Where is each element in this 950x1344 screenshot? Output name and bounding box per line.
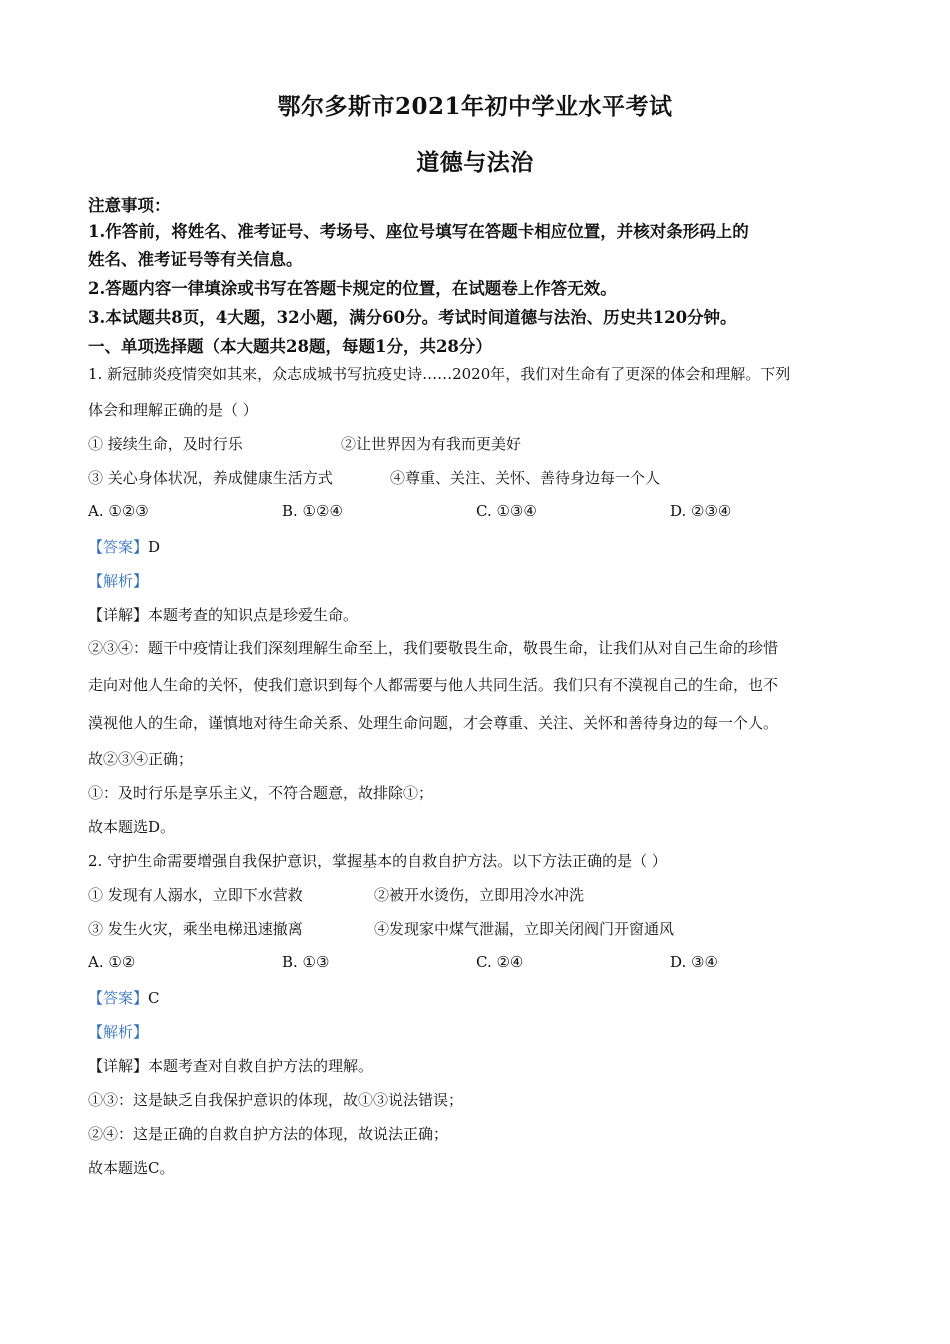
q1-statement-1: ① 接续生命，及时行乐 [88,435,243,453]
q1-option-c: C. ①③④ [476,502,537,520]
q2-option-d: D. ③④ [670,953,718,971]
q1-option-a: A. ①②③ [88,502,149,520]
subject-title: 道德与法治 [416,149,534,176]
q1-statement-4: ④尊重、关注、关怀、善待身边每一个人 [390,469,661,487]
answer-value: D [148,538,161,556]
q1-stem-line: 体会和理解正确的是（ ） [88,401,258,419]
q1-statement-2: ②让世界因为有我而更美好 [341,435,522,453]
q2-statement-2: ②被开水烫伤，立即用冷水冲洗 [374,886,585,904]
q2-option-b: B. ①③ [282,953,330,971]
q2-statement-4: ④发现家中煤气泄漏，立即关闭阀门开窗通风 [374,920,675,938]
q1-conclusion: 故本题选D。 [88,818,176,836]
q1-explanation-line: ①：及时行乐是享乐主义，不符合题意，故排除①； [88,784,434,802]
q1-detail: 【详解】本题考查的知识点是珍爱生命。 [88,606,359,624]
q1-stem-line: 1. 新冠肺炎疫情突如其来，众志成城书写抗疫史诗……2020年，我们对生命有了更深的体会和理解。下列 [88,365,791,383]
exam-title: 鄂尔多斯市2021年初中学业水平考试 [277,93,673,120]
q2-detail: 【详解】本题考查对自救自护方法的理解。 [88,1057,374,1075]
notice-item: 姓名、准考证号等有关信息。 [88,250,303,269]
q2-explanation-line: ②④：这是正确的自救自护方法的体现，故说法正确； [88,1125,449,1143]
q2-option-a: A. ①② [88,953,136,971]
q2-statement-1: ① 发现有人溺水，立即下水营救 [88,886,303,904]
q1-statement-3: ③ 关心身体状况，养成健康生活方式 [88,469,333,487]
answer-value: C [148,989,160,1007]
q2-statement-3: ③ 发生火灾，乘坐电梯迅速撤离 [88,920,303,938]
notice-item: 1.作答前，将姓名、准考证号、考场号、座位号填写在答题卡相应位置，并核对条形码上的 [88,222,749,241]
section-heading: 一、单项选择题（本大题共28题，每题1分，共28分） [88,337,492,356]
q1-explanation-line: 走向对他人生命的关怀，使我们意识到每个人都需要与他人共同生活。我们只有不漠视自己的生命，也不 [88,676,779,694]
q2-option-c: C. ②④ [476,953,524,971]
q2-stem: 2. 守护生命需要增强自我保护意识，掌握基本的自救自护方法。以下方法正确的是（ ） [88,852,667,870]
q1-explanation-line: 漠视他人的生命，谨慎地对待生命关系、处理生命问题，才会尊重、关注、关怀和善待身边的每一个人。 [88,714,779,732]
q1-analysis-tag: 【解析】 [88,572,149,590]
notice-heading: 注意事项： [88,196,171,215]
q1-answer [88,536,160,557]
q2-analysis-tag: 【解析】 [88,1023,149,1041]
q1-explanation-line: 故②③④正确； [88,750,194,768]
q2-explanation-line: ①③：这是缺乏自我保护意识的体现，故①③说法错误； [88,1091,464,1109]
q1-option-d: D. ②③④ [670,502,732,520]
q2-conclusion: 故本题选C。 [88,1159,175,1177]
notice-item: 2.答题内容一律填涂或书写在答题卡规定的位置，在试题卷上作答无效。 [88,279,617,298]
q1-explanation-line: ②③④：题干中疫情让我们深刻理解生命至上，我们要敬畏生命，敬畏生命，让我们从对自己生命的珍惜 [88,639,779,657]
q1-option-b: B. ①②④ [282,502,343,520]
answer-tag: 【答案】 [88,989,149,1007]
q2-answer [88,987,160,1008]
answer-tag: 【答案】 [88,538,149,556]
notice-item: 3.本试题共8页，4大题，32小题，满分60分。考试时间道德与法治、历史共120分钟。 [88,308,737,327]
